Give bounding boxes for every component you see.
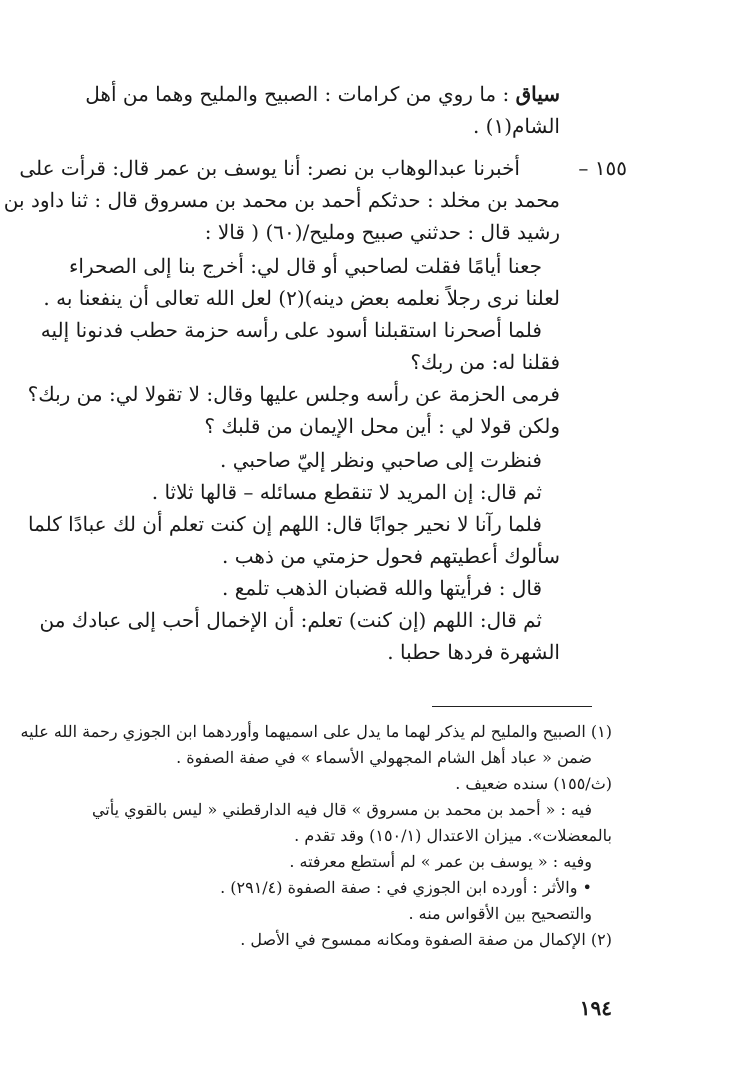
footnote-line: والتصحيح بين الأقواس منه . bbox=[408, 904, 592, 923]
body-line: قال : فرأيتها والله قضبان الذهب تلمع . bbox=[222, 576, 542, 600]
body-line: محمد بن مخلد : حدثكم أحمد بن محمد بن مسروق قال : ثنا داود بن bbox=[3, 188, 560, 212]
page-number: ١٩٤ bbox=[579, 996, 612, 1020]
body-line: ثم قال: إن المريد لا تنقطع مسائله – قالها ثلاثا . bbox=[151, 480, 542, 504]
body-line: فنظرت إلى صاحبي ونظر إليّ صاحبي . bbox=[220, 448, 542, 472]
body-line: فلما رآنا لا نحير جوابًا قال: اللهم إن كنت تعلم أن لك عبادًا كلما bbox=[27, 512, 542, 536]
footnote-line: ضمن « عباد أهل الشام المجهولي الأسماء » في صفة الصفوة . bbox=[176, 748, 592, 767]
footnote-line: (١) الصبيح والمليح لم يذكر لهما ما يدل على اسميهما وأوردهما ابن الجوزي رحمة الله عليه bbox=[20, 722, 612, 741]
footnote-line: • والأثر : أورده ابن الجوزي في : صفة الصفوة (٢٩١/٤) . bbox=[220, 878, 592, 897]
body-line: ثم قال: اللهم (إن كنت) تعلم: أن الإخمال أحب إلى عبادك من bbox=[39, 608, 542, 632]
body-line: لعلنا نرى رجلاً نعلمه بعض دينه)(٢) لعل الله تعالى أن ينفعنا به . bbox=[43, 286, 560, 310]
body-line: فقلنا له: من ربك؟ bbox=[410, 350, 560, 374]
footnote-line: (ث/١٥٥) سنده ضعيف . bbox=[455, 774, 612, 793]
section-heading: سياق bbox=[515, 82, 560, 106]
body-text: : ما روي من كرامات : الصبيح والمليح وهما من أهل bbox=[85, 82, 510, 106]
footnote-line: وفيه : « يوسف بن عمر » لم أستطع معرفته . bbox=[289, 852, 592, 871]
footnote-line: بالمعضلات». ميزان الاعتدال (١٥٠/١) وقد تقدم . bbox=[294, 826, 612, 845]
body-line: الشهرة فردها حطبا . bbox=[387, 640, 560, 664]
body-line: سألوك أعطيتهم فحول حزمتي من ذهب . bbox=[222, 544, 560, 568]
body-line: الشام(١) . bbox=[472, 114, 560, 138]
body-line bbox=[85, 80, 560, 108]
body-line: جعنا أيامًا فقلت لصاحبي أو قال لي: أخرج بنا إلى الصحراء bbox=[69, 254, 542, 278]
body-line: رشيد قال : حدثني صبيح ومليح/(٦٠) ( قالا : bbox=[204, 220, 560, 244]
footnote-line: فيه : « أحمد بن محمد بن مسروق » قال فيه الدارقطني « ليس بالقوي يأتي bbox=[91, 800, 592, 819]
body-line: فلما أصحرنا استقبلنا أسود على رأسه حزمة حطب فدنونا إليه bbox=[40, 318, 542, 342]
body-line: ولكن قولا لي : أين محل الإيمان من قلبك ؟ bbox=[204, 414, 560, 438]
body-line: أخبرنا عبدالوهاب بن نصر: أنا يوسف بن عمر قال: قرأت على bbox=[19, 156, 520, 180]
footnote-line: (٢) الإكمال من صفة الصفوة ومكانه ممسوح في الأصل . bbox=[240, 930, 612, 949]
body-line: فرمى الحزمة عن رأسه وجلس عليها وقال: لا تقولا لي: من ربك؟ bbox=[27, 382, 560, 406]
item-number: ١٥٥ – bbox=[578, 156, 627, 180]
footnote-separator bbox=[432, 706, 592, 707]
